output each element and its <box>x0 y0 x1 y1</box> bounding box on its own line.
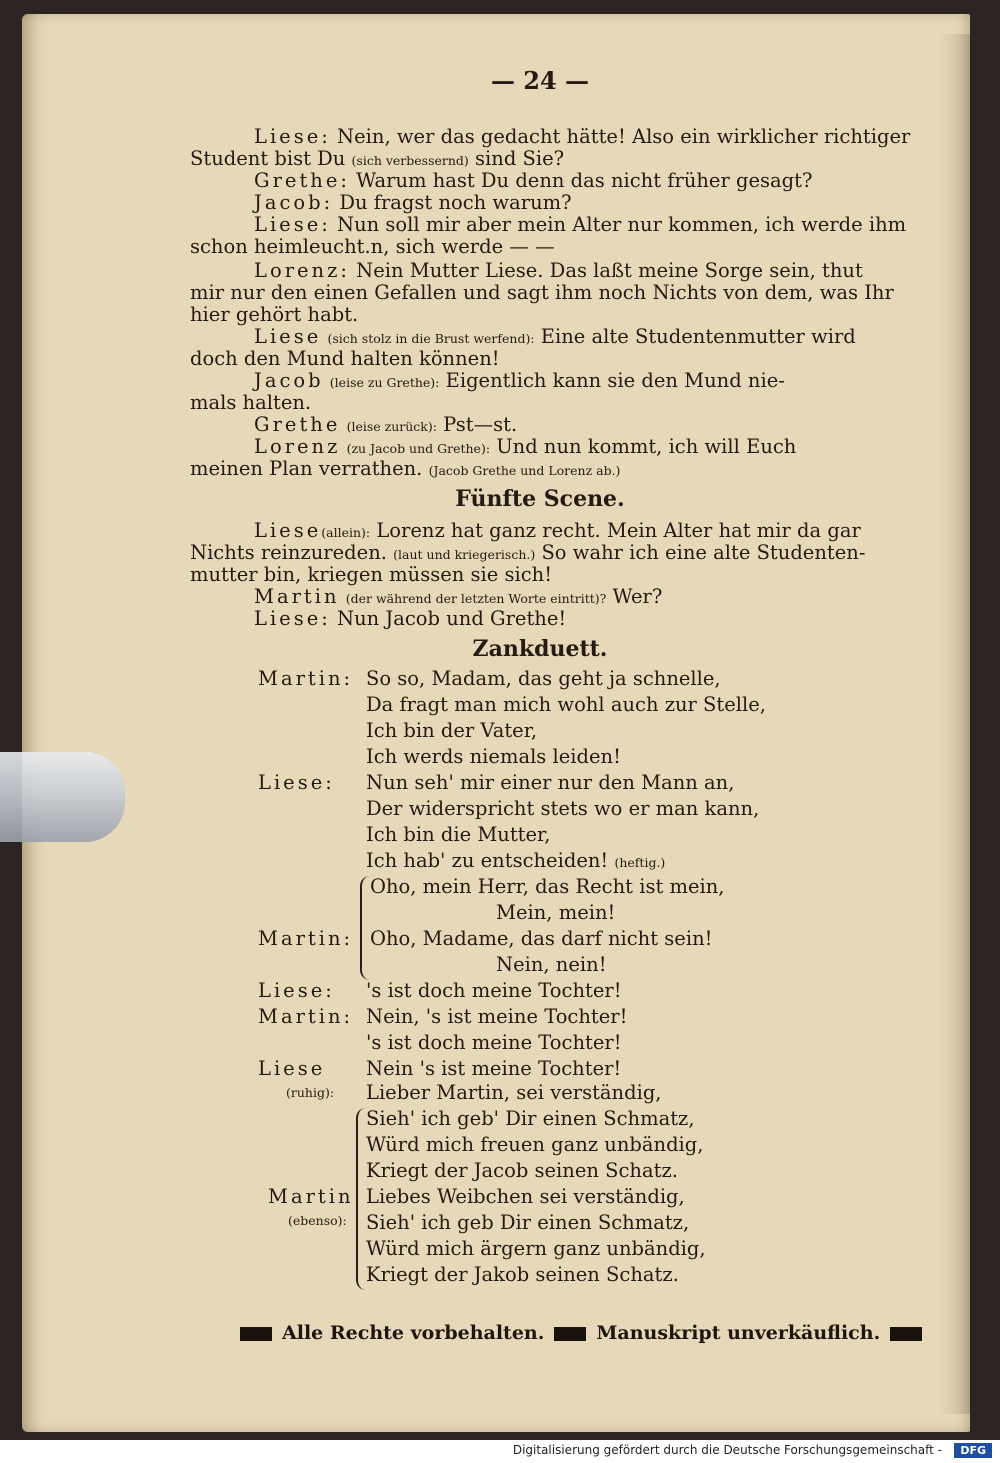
verse-line: Würd mich freuen ganz unbändig, <box>366 1133 704 1156</box>
dialogue-line: Martin (der während der letzten Worte eintritt)? Wer? <box>254 585 663 608</box>
page-edge-shadow <box>940 34 970 1414</box>
dialogue-line: Student bist Du (sich verbessernd) sind Sie? <box>190 147 565 170</box>
verse-line: Kriegt der Jacob seinen Schatz. <box>366 1159 678 1182</box>
verse-line: Ich werds niemals leiden! <box>366 745 621 768</box>
duet-speaker: Martin: <box>258 927 354 950</box>
duet-heading: Zankduett. <box>472 636 608 662</box>
dialogue-line: Jacob: Du fragst noch warum? <box>254 191 572 214</box>
verse-line: Nein, 's ist meine Tochter! <box>366 1005 628 1028</box>
dialogue-line: Liese: Nun soll mir aber mein Alter nur kommen, ich werde ihm <box>254 213 907 236</box>
duet-speaker: Martin <box>268 1185 354 1208</box>
digitization-credit <box>0 1440 1000 1463</box>
verse-bracket <box>356 1108 366 1290</box>
verse-line: Ich bin die Mutter, <box>366 823 551 846</box>
verse-line: Lieber Martin, sei verständig, <box>366 1081 662 1104</box>
dialogue-line: Liese: Nein, wer das gedacht hätte! Also ein wirklicher richtiger <box>254 125 911 148</box>
dialogue-line: mals halten. <box>190 391 312 414</box>
dialogue-line: Liese: Nun Jacob und Grethe! <box>254 607 567 630</box>
duet-speaker: Liese: <box>258 771 335 794</box>
verse-line: Nein, nein! <box>496 953 607 976</box>
verse-line: Der widerspricht stets wo er man kann, <box>366 797 760 820</box>
dialogue-line: doch den Mund halten können! <box>190 347 500 370</box>
dialogue-line: meinen Plan verrathen. (Jacob Grethe und Lorenz ab.) <box>190 457 621 480</box>
glass-page-clip <box>0 752 125 842</box>
dialogue-line: Jacob (leise zu Grethe): Eigentlich kann sie den Mund nie- <box>254 369 785 392</box>
dialogue-line: Grethe (leise zurück): Pst—st. <box>254 413 518 436</box>
duet-speaker: Martin: <box>258 667 354 690</box>
verse-line: Da fragt man mich wohl auch zur Stelle, <box>366 693 767 716</box>
footer-bar <box>240 1327 272 1341</box>
footer-bar <box>890 1327 922 1341</box>
dialogue-line: Liese (sich stolz in die Brust werfend): Eine alte Studentenmutter wird <box>254 325 856 348</box>
credit-text: Digitalisierung gefördert durch die Deutsche Forschungsgemeinschaft - <box>512 1443 942 1457</box>
verse-line: 's ist doch meine Tochter! <box>366 1031 622 1054</box>
duet-speaker: Martin: <box>258 1005 354 1028</box>
dialogue-line: mutter bin, kriegen müssen sie sich! <box>190 563 553 586</box>
verse-line: 's ist doch meine Tochter! <box>366 979 622 1002</box>
duet-speaker: Liese: <box>258 979 335 1002</box>
verse-line: Sieh' ich geb Dir einen Schmatz, <box>366 1211 690 1234</box>
verse-line: Nein 's ist meine Tochter! <box>366 1057 622 1080</box>
verse-line: Würd mich ärgern ganz unbändig, <box>366 1237 706 1260</box>
dialogue-line: Liese(allein): Lorenz hat ganz recht. Mein Alter hat mir da gar <box>254 519 861 542</box>
dialogue-line: schon heimleucht.n, sich werde — — <box>190 235 555 258</box>
verse-line: Kriegt der Jakob seinen Schatz. <box>366 1263 679 1286</box>
verse-line: Nun seh' mir einer nur den Mann an, <box>366 771 735 794</box>
verse-line: Ich bin der Vater, <box>366 719 538 742</box>
page-number: — 24 — <box>490 66 590 95</box>
footer-bar <box>554 1327 586 1341</box>
verse-line: Ich hab' zu entscheiden! (heftig.) <box>366 849 666 872</box>
verse-line: Liebes Weibchen sei verständig, <box>366 1185 685 1208</box>
verse-line: Oho, Madame, das darf nicht sein! <box>370 927 713 950</box>
dialogue-line: Lorenz (zu Jacob und Grethe): Und nun kommt, ich will Euch <box>254 435 797 458</box>
verse-line: So so, Madam, das geht ja schnelle, <box>366 667 721 690</box>
dialogue-line: Grethe: Warum hast Du denn das nicht früher gesagt? <box>254 169 813 192</box>
stage-direction: (ruhig): <box>286 1085 335 1100</box>
dialogue-line: Lorenz: Nein Mutter Liese. Das laßt meine Sorge sein, thut <box>254 259 863 282</box>
verse-line: Sieh' ich geb' Dir einen Schmatz, <box>366 1107 695 1130</box>
dialogue-line: mir nur den einen Gefallen und sagt ihm noch Nichts von dem, was Ihr <box>190 281 894 304</box>
rights-footer: Alle Rechte vorbehalten. Manuskript unverkäuflich. <box>230 1322 932 1344</box>
duet-speaker: Liese <box>258 1057 326 1080</box>
dfg-logo: DFG <box>954 1443 992 1458</box>
verse-bracket <box>360 876 370 980</box>
verse-line: Oho, mein Herr, das Recht ist mein, <box>370 875 725 898</box>
dialogue-line: hier gehört habt. <box>190 303 359 326</box>
dialogue-line: Nichts reinzureden. (laut und kriegerisch.) So wahr ich eine alte Studenten- <box>190 541 866 564</box>
scene-heading: Fünfte Scene. <box>455 486 625 512</box>
verse-line: Mein, mein! <box>496 901 616 924</box>
stage-direction: (ebenso): <box>288 1213 347 1228</box>
